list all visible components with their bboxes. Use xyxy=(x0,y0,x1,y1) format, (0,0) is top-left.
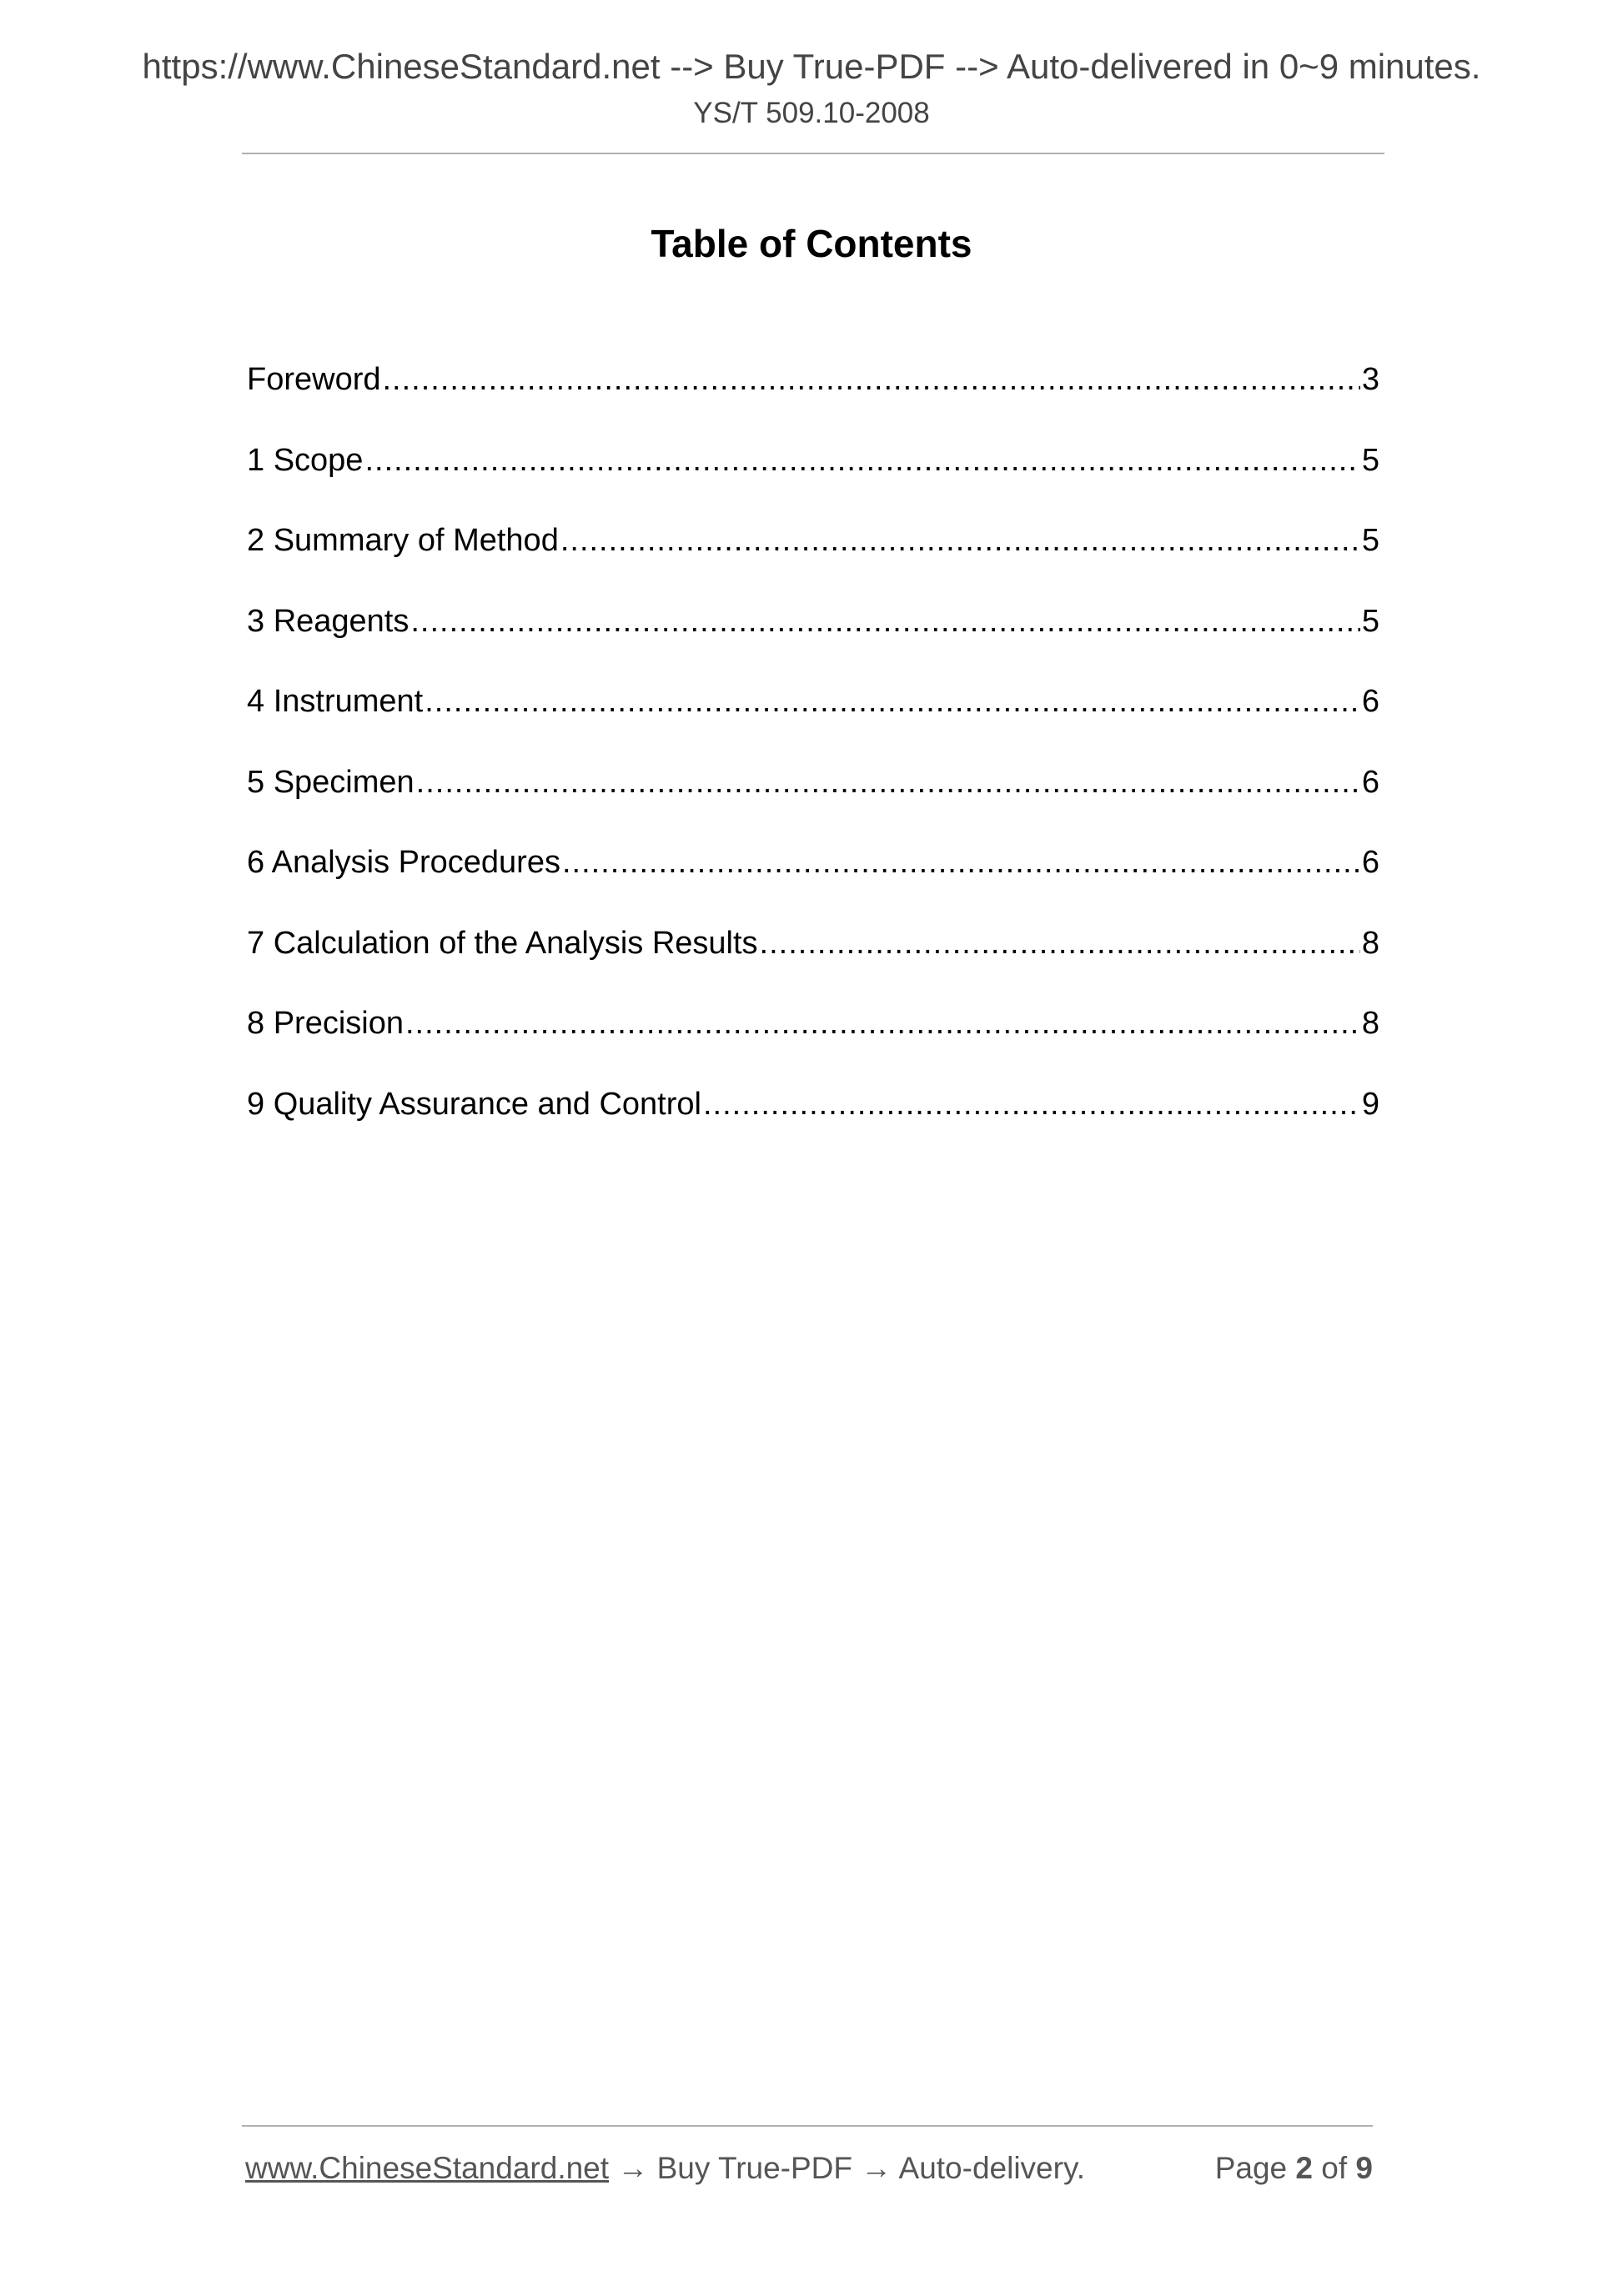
toc-entry-foreword[interactable] xyxy=(247,354,1379,435)
header-divider xyxy=(242,153,1384,154)
footer-delivery-note xyxy=(245,2148,1085,2188)
toc-entry-label: 7 Calculation of the Analysis Results xyxy=(247,925,758,961)
toc-entry-label: 4 Instrument xyxy=(247,684,424,719)
toc-dot-leader xyxy=(703,1079,1360,1129)
toc-entry-analysis-procedures[interactable] xyxy=(247,837,1379,918)
toc-entry-label: 2 Summary of Method xyxy=(247,523,559,558)
toc-list xyxy=(247,354,1379,1159)
toc-entry-page: 8 xyxy=(1361,1006,1379,1041)
toc-entry-label: 8 Precision xyxy=(247,1006,404,1041)
toc-entry-instrument[interactable] xyxy=(247,676,1379,757)
toc-entry-page: 6 xyxy=(1361,684,1379,719)
toc-entry-page: 9 xyxy=(1361,1086,1379,1122)
toc-entry-specimen[interactable] xyxy=(247,757,1379,838)
toc-entry-summary-of-method[interactable] xyxy=(247,515,1379,596)
toc-entry-page: 6 xyxy=(1361,845,1379,880)
footer-page-word: Page xyxy=(1214,2151,1288,2185)
toc-entry-label: 9 Quality Assurance and Control xyxy=(247,1086,701,1122)
toc-entry-quality-assurance[interactable] xyxy=(247,1079,1379,1160)
toc-dot-leader xyxy=(405,998,1360,1048)
toc-entry-label: Foreword xyxy=(247,362,381,397)
toc-entry-page: 5 xyxy=(1361,523,1379,558)
toc-entry-scope[interactable] xyxy=(247,435,1379,516)
footer-total-pages: 9 xyxy=(1355,2151,1373,2185)
toc-dot-leader xyxy=(364,435,1359,485)
toc-dot-leader xyxy=(560,515,1360,565)
toc-dot-leader xyxy=(760,918,1360,968)
toc-entry-page: 5 xyxy=(1361,603,1379,639)
toc-entry-label: 3 Reagents xyxy=(247,603,410,639)
document-code: YS/T 509.10-2008 xyxy=(693,97,930,129)
header-banner: https://www.ChineseStandard.net --> Buy True-PDF --> Auto-delivered in 0~9 minutes. xyxy=(142,47,1481,86)
toc-dot-leader xyxy=(425,676,1360,726)
toc-entry-page: 3 xyxy=(1361,362,1379,397)
toc-entry-precision[interactable] xyxy=(247,998,1379,1079)
footer-of-word: of xyxy=(1321,2151,1348,2185)
toc-dot-leader xyxy=(383,354,1360,404)
toc-entry-page: 8 xyxy=(1361,925,1379,961)
toc-dot-leader xyxy=(562,837,1360,887)
toc-entry-label: 1 Scope xyxy=(247,442,364,478)
toc-entry-reagents[interactable] xyxy=(247,596,1379,677)
footer-page-indicator xyxy=(1215,2148,1373,2188)
footer-current-page: 2 xyxy=(1295,2151,1313,2185)
toc-dot-leader xyxy=(416,757,1360,807)
footer-site-link[interactable]: www.ChineseStandard.net xyxy=(245,2151,610,2185)
toc-entry-label: 6 Analysis Procedures xyxy=(247,845,560,880)
toc-entry-page: 6 xyxy=(1361,764,1379,800)
toc-entry-page: 5 xyxy=(1361,442,1379,478)
toc-entry-calculation-of-results[interactable] xyxy=(247,918,1379,999)
footer-divider xyxy=(242,2125,1373,2127)
toc-title: Table of Contents xyxy=(651,222,972,265)
footer-delivery-text: → Buy True-PDF → Auto-delivery. xyxy=(609,2151,1085,2185)
toc-entry-label: 5 Specimen xyxy=(247,764,415,800)
toc-dot-leader xyxy=(410,596,1359,646)
